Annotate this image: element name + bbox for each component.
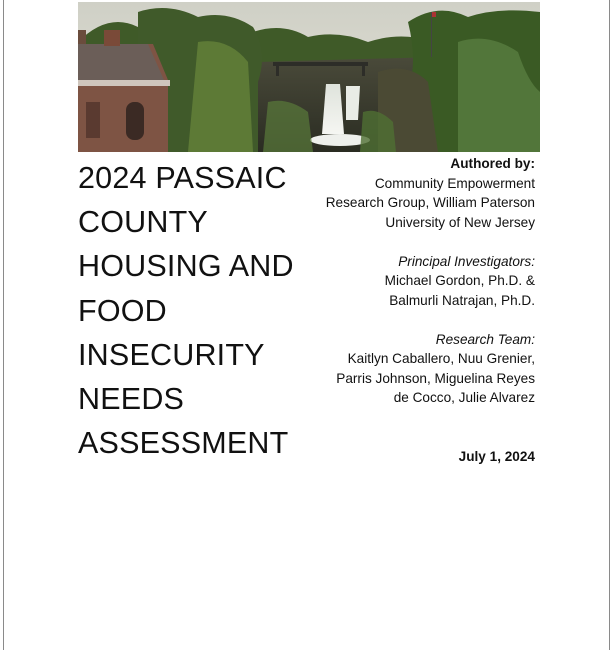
- research-team-heading: Research Team:: [435, 331, 535, 347]
- title-line: INSECURITY: [78, 337, 265, 372]
- spacer: [300, 232, 535, 252]
- investigator-name: Balmurli Natrajan, Ph.D.: [389, 292, 535, 308]
- authored-by-heading: Authored by:: [450, 156, 535, 171]
- author-org-line: University of New Jersey: [385, 214, 535, 230]
- page-border-left: [3, 0, 4, 650]
- investigator-name: Michael Gordon, Ph.D. &: [384, 273, 535, 288]
- title-line: 2024 PASSAIC: [78, 161, 287, 195]
- author-org-line: Research Group, William Paterson: [325, 195, 535, 210]
- investigators-heading: Principal Investigators:: [398, 253, 535, 269]
- title-line: NEEDS: [78, 382, 185, 417]
- cover-waterfall-photo: [78, 2, 540, 152]
- publication-date: July 1, 2024: [458, 449, 535, 464]
- title-line: COUNTY: [78, 205, 208, 240]
- page-border-right: [609, 0, 610, 650]
- author-org-line: Community Empowerment: [374, 175, 535, 191]
- author-block: [300, 154, 535, 408]
- team-member-line: de Cocco, Julie Alvarez: [393, 390, 535, 405]
- spacer: [300, 310, 535, 330]
- page-title: [78, 156, 314, 465]
- title-line: FOOD: [78, 293, 167, 328]
- team-member-line: Kaitlyn Caballero, Nuu Grenier,: [347, 351, 535, 366]
- title-line: HOUSING AND: [78, 249, 294, 284]
- team-member-line: Parris Johnson, Miguelina Reyes: [336, 370, 535, 386]
- title-line: ASSESSMENT: [78, 426, 289, 461]
